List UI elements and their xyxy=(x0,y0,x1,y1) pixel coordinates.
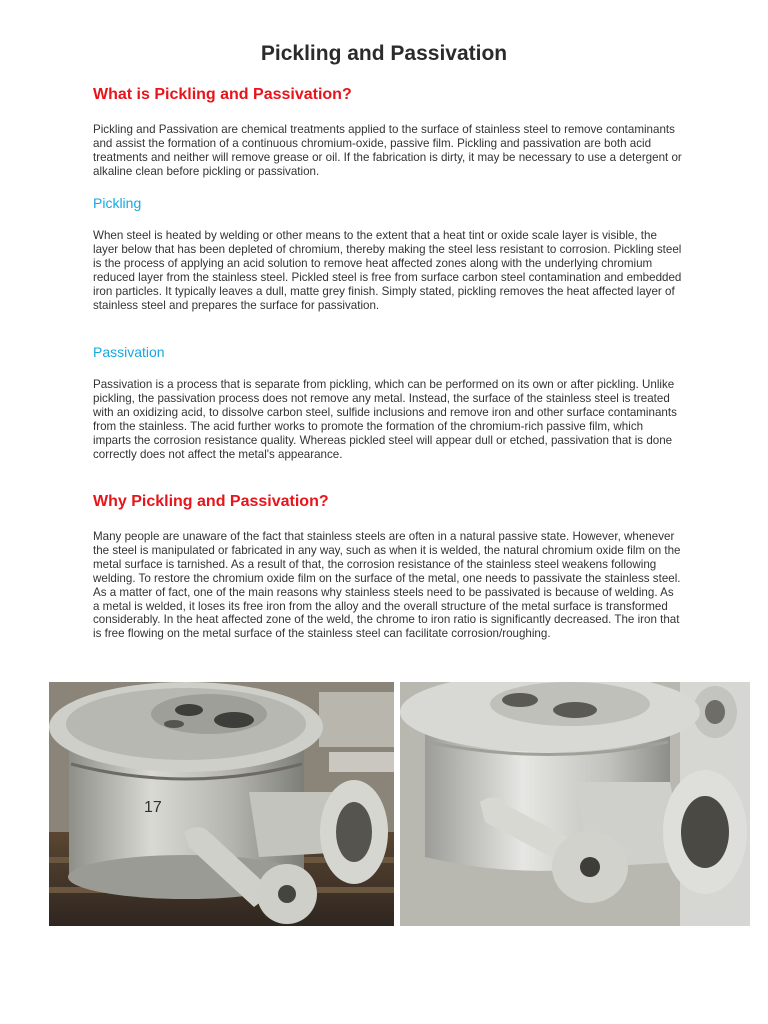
vessel-illustration-right xyxy=(400,682,750,926)
section-body-pickling: When steel is heated by welding or other means to the extent that a heat tint or oxide scale layer is visible, the layer below that has been depleted of chromium, thereby making the steel less resistant to corrosion. Pickling steel is the process of applying an acid solution to remove heat affected zones along with the underlying chromium reduced layer from the stainless steel. Pickled steel is free from surface carbon steel contamination and embedded iron particles. It typically leaves a dull, matte grey finish. Simply stated, pickling removes the heat affected layer of stainless steel and prepares the surface for passivation. xyxy=(93,229,682,312)
section-body-why: Many people are unaware of the fact that stainless steels are often in a natural passive state. However, whenever the steel is manipulated or fabricated in any way, such as when it is welded, the natural chromium oxide film on the metal surface is tarnished. As a result of that, the corrosion resistance of the stainless steel weakens following welding. To restore the chromium oxide film on the surface of the metal, one needs to passivate the stainless steel. As a matter of fact, one of the main reasons why stainless steels need to be passivated is because of welding. As a metal is welded, it loses its free iron from the alloy and the overall structure of the metal surface is transformed considerably. In the heat affected zone of the weld, the chrome to iron ratio is significantly decreased. The iron that is free flowing on the metal surface of the stainless steel can facilitate corrosion/roughing. xyxy=(93,530,681,641)
section-body-what-is: Pickling and Passivation are chemical treatments applied to the surface of stainless steel to remove contaminants and assist the formation of a continuous chromium-oxide, passive film. Pickling and passivation are both acid treatments and neither will remove grease or oil. If the fabrication is dirty, it may be necessary to use a detergent or alkaline clean before pickling or passivation. xyxy=(93,123,682,178)
vessel-illustration-left xyxy=(49,682,394,926)
section-heading-why: Why Pickling and Passivation? xyxy=(93,493,329,510)
photo-welded-vessel xyxy=(49,682,394,926)
photo-passivated-vessel xyxy=(400,682,750,926)
page-title: Pickling and Passivation xyxy=(260,42,508,65)
section-heading-passivation: Passivation xyxy=(93,344,165,360)
section-heading-pickling: Pickling xyxy=(93,195,142,211)
vessel-marking-text: 17 xyxy=(144,799,162,816)
section-body-passivation: Passivation is a process that is separate from pickling, which can be performed on its own or after pickling. Unlike pickling, the passivation process does not remove any metal. Instead, the surface of the stainless steel is treated with an oxidizing acid, to dissolve carbon steel, sulfide inclusions and remove iron and other surface contaminants from the stainless. The acid further works to promote the formation of the chromium-rich passive film, which imparts the corrosion resistance quality. Whereas pickled steel will appear dull or etched, passivation that is done correctly does not affect the metal's appearance. xyxy=(93,378,677,461)
section-heading-what-is: What is Pickling and Passivation? xyxy=(93,86,352,103)
